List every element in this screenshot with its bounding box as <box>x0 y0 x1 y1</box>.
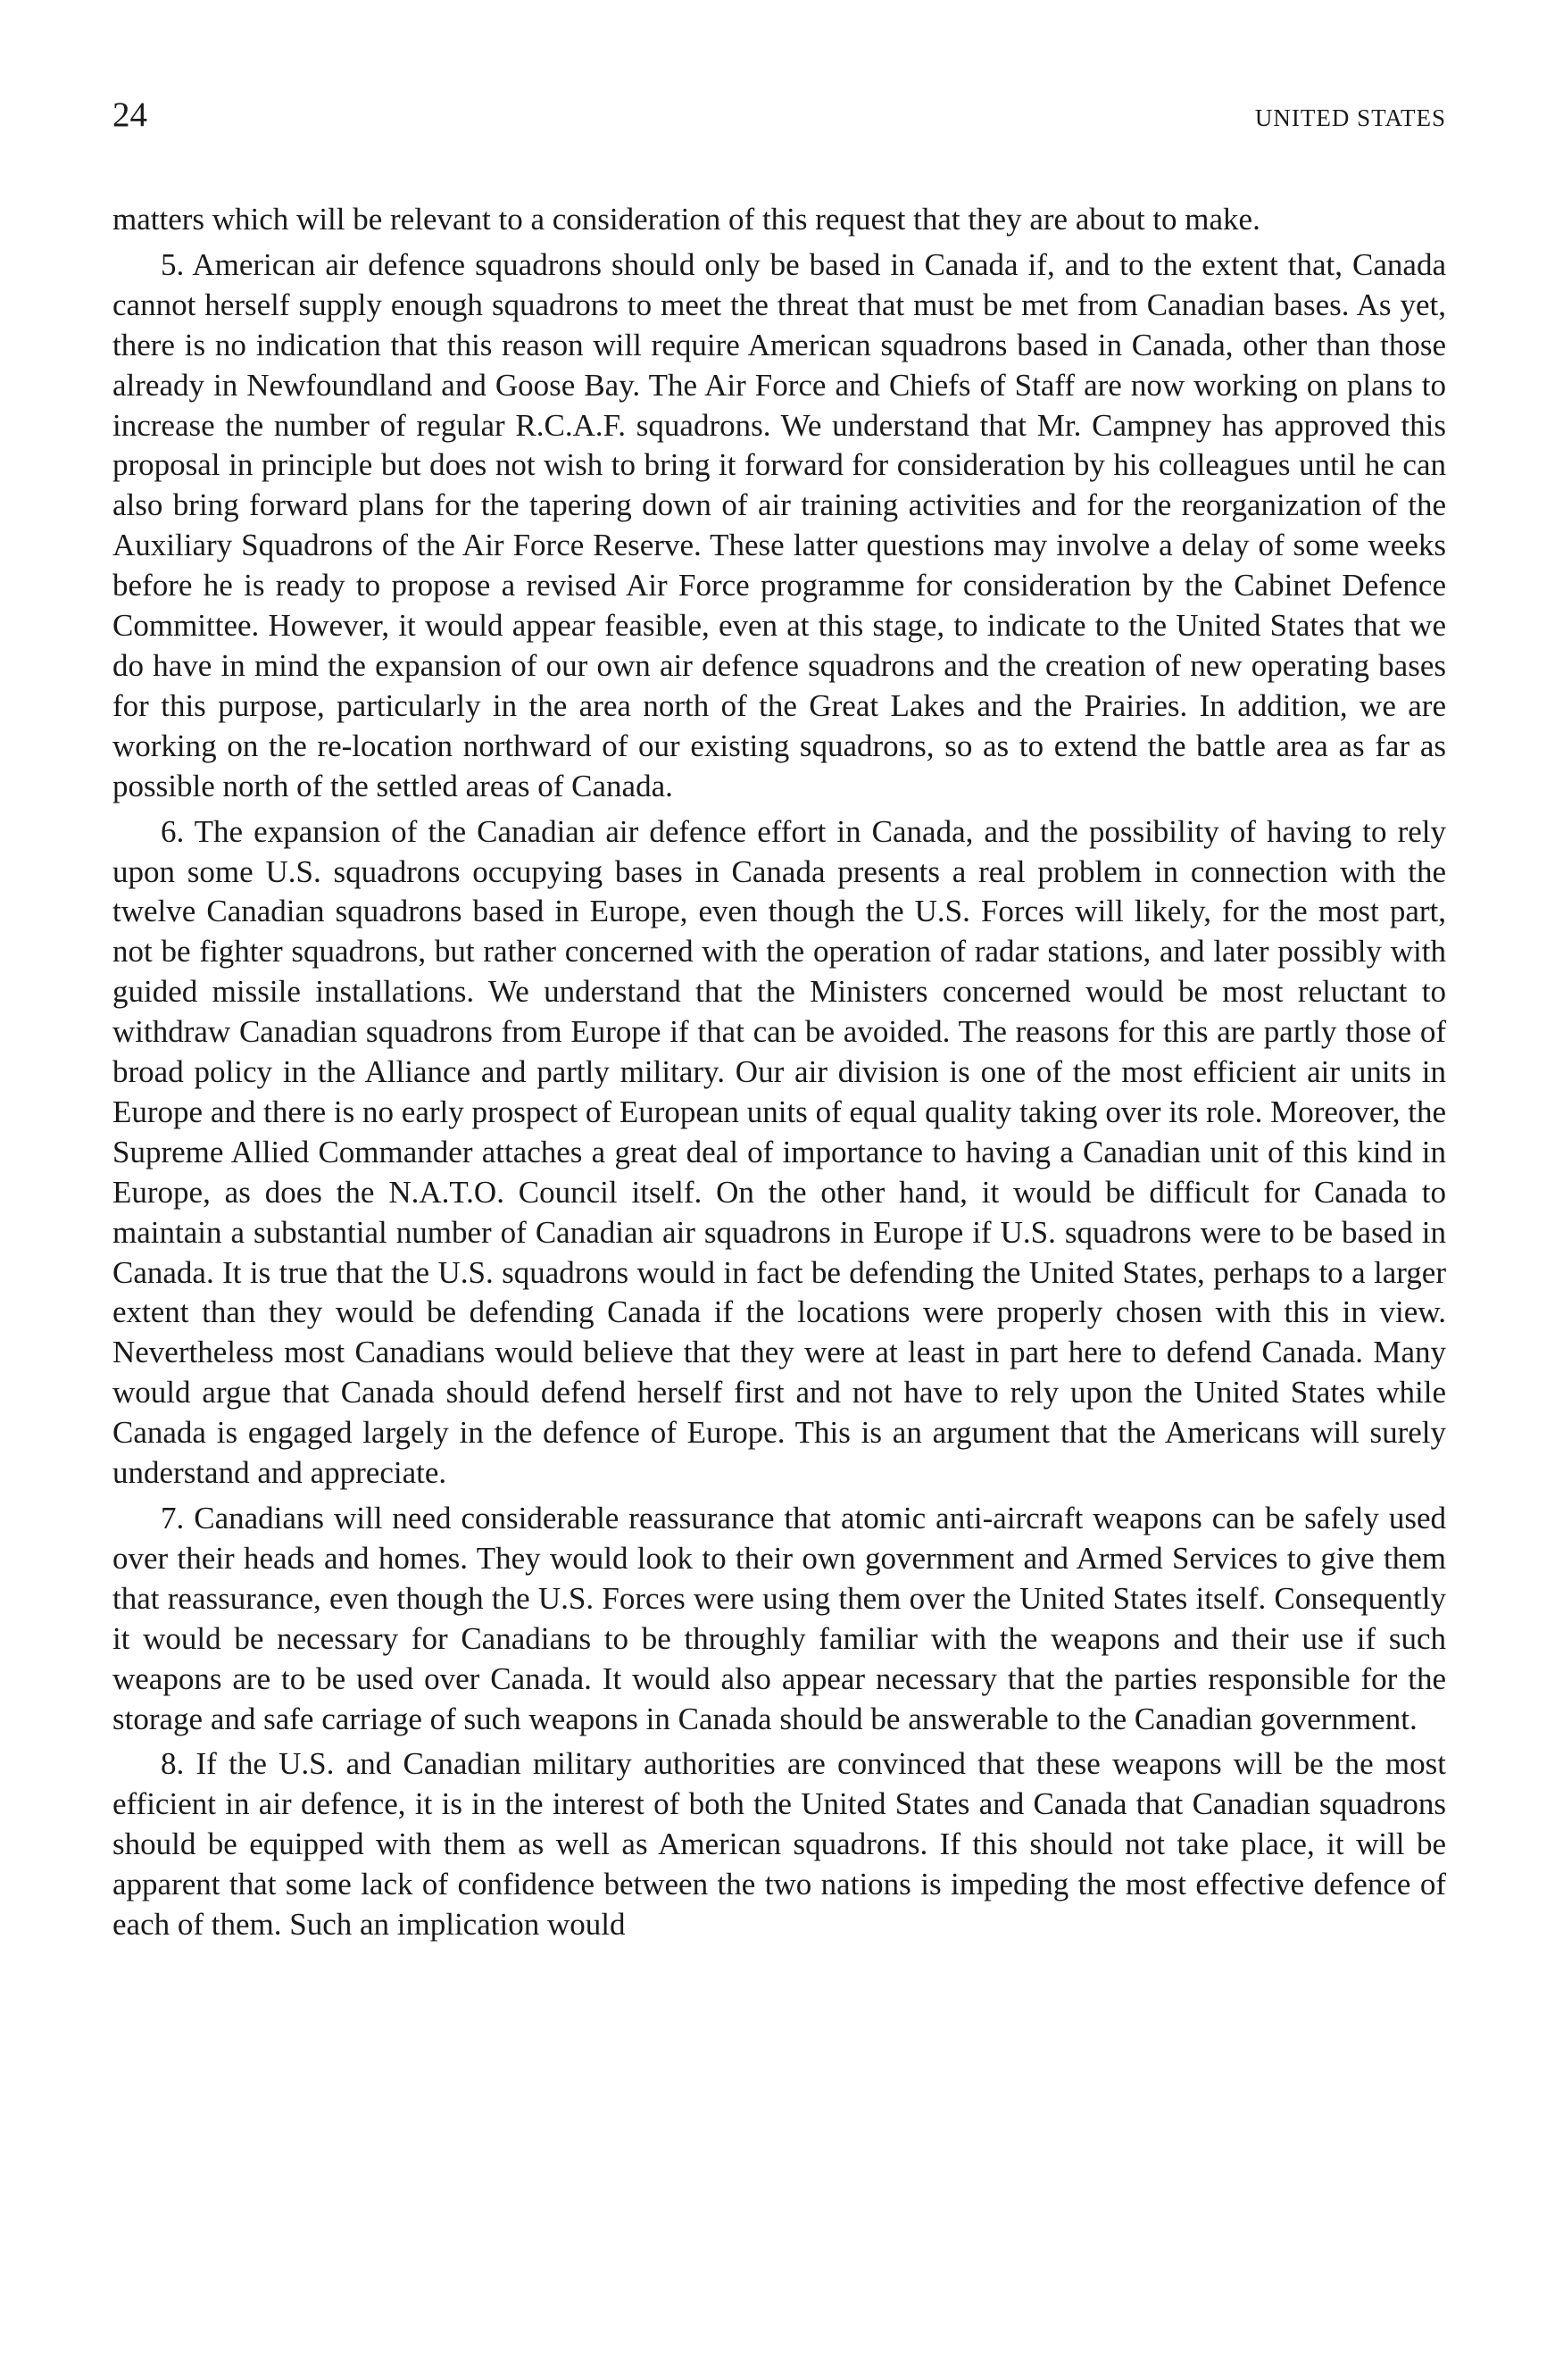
paragraph-8: 8. If the U.S. and Canadian military authorities are convinced that these weapons will be the most efficient in air defence, it is in the interest of both the United States and Canada that Canadian squadrons should be equipped with them as well as American squadrons. If this should not take place, it will be apparent that some lack of confidence between the two nations is impeding the most effective defence of each of them. Such an implication would <box>112 1746 1446 1943</box>
page-number: 24 <box>112 96 147 134</box>
paragraph-5: 5. American air defence squadrons should only be based in Canada if, and to the extent that, Canada cannot herself supply enough squadrons to meet the threat that must be met from Canadian bases. As yet, there is no indication that this reason will require American squadrons based in Canada, other than those already in Newfoundland and Goose Bay. The Air Force and Chiefs of Staff are now working on plans to increase the number of regular R.C.A.F. squadrons. We understand that Mr. Campney has approved this proposal in principle but does not wish to bring it forward for consideration by his colleagues until he can also bring forward plans for the tapering down of air training activities and for the reorganization of the Auxiliary Squadrons of the Air Force Reserve. These latter questions may involve a delay of some weeks before he is ready to propose a revised Air Force programme for consideration by the Cabinet Defence Committee. However, it would appear feasible, even at this stage, to indicate to the United States that we do have in mind the expansion of our own air defence squadrons and the creation of new operating bases for this purpose, particularly in the area north of the Great Lakes and the Prairies. In addition, we are working on the re-location northward of our existing squadrons, so as to extend the battle area as far as possible north of the settled areas of Canada. <box>112 246 1446 803</box>
paragraph-6: 6. The expansion of the Canadian air defence effort in Canada, and the possibility of having to rely upon some U.S. squadrons occupying bases in Canada presents a real problem in connection with the twelve Canadian squadrons based in Europe, even though the U.S. Forces will likely, for the most part, not be fighter squadrons, but rather concerned with the operation of radar stations, and later possibly with guided missile installations. We understand that the Ministers concerned would be most reluctant to withdraw Canadian squadrons from Europe if that can be avoided. The reasons for this are partly those of broad policy in the Alliance and partly military. Our air division is one of the most efficient air units in Europe and there is no early prospect of European units of equal quality taking over its role. Moreover, the Supreme Allied Commander attaches a great deal of importance to having a Canadian unit of this kind in Europe, as does the N.A.T.O. Council itself. On the other hand, it would be difficult for Canada to maintain a substantial number of Canadian air squadrons in Europe if U.S. squadrons were to be based in Canada. It is true that the U.S. squadrons would in fact be defending the United States, perhaps to a larger extent than they would be defending Canada if the locations were properly chosen with this in view. Nevertheless most Canadians would believe that they were at least in part here to defend Canada. Many would argue that Canada should defend herself first and not have to rely upon the United States while Canada is engaged largely in the defence of Europe. This is an argument that the Americans will surely understand and appreciate. <box>112 813 1446 1491</box>
paragraph-7: 7. Canadians will need considerable reassurance that atomic anti-aircraft weapons can be safely used over their heads and homes. They would look to their own government and Armed Services to give them that reassurance, even though the U.S. Forces were using them over the United States itself. Consequently it would be necessary for Canadians to be throughly familiar with the weapons and their use if such weapons are to be used over Canada. It would also appear necessary that the parties responsible for the storage and safe carriage of such weapons in Canada should be answerable to the Canadian government. <box>112 1501 1446 1736</box>
body-text <box>112 200 1446 1945</box>
document-page <box>112 95 1446 1945</box>
paragraph-continuation: matters which will be relevant to a consideration of this request that they are about to make. <box>112 202 1260 237</box>
running-head <box>112 95 1446 148</box>
running-title: UNITED STATES <box>1254 104 1446 131</box>
